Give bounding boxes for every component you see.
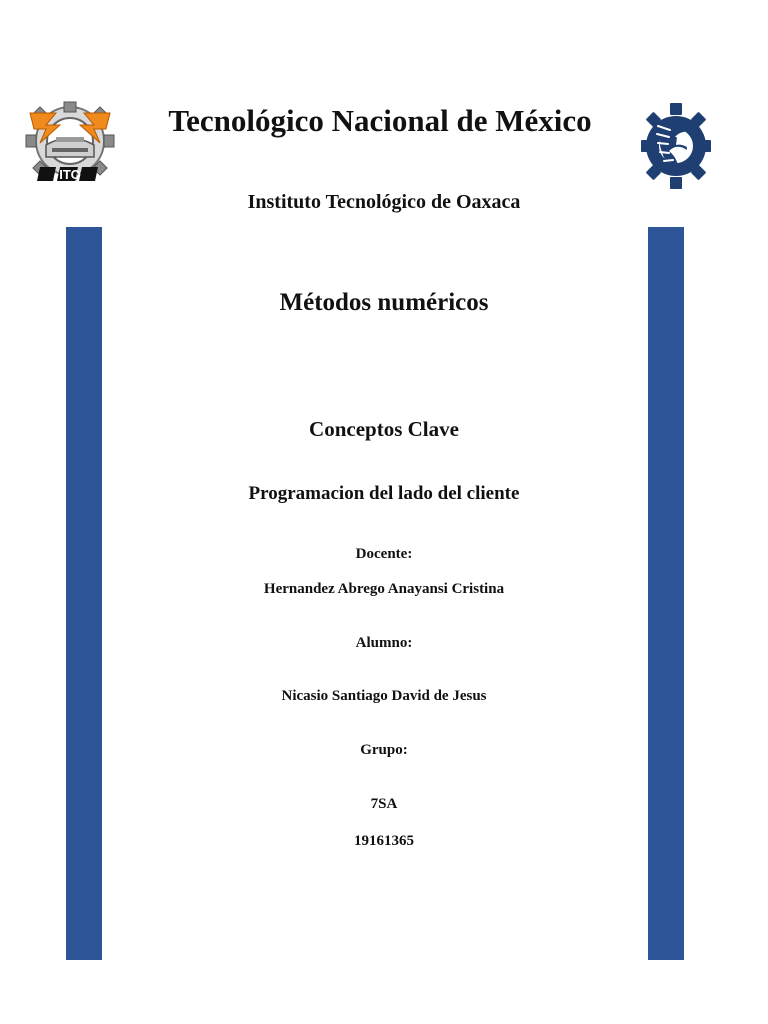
work-type-title: Conceptos Clave — [309, 417, 459, 441]
control-number: 19161365 — [354, 833, 414, 849]
docente-name: Hernandez Abrego Anayansi Cristina — [263, 581, 505, 597]
subject-title: Métodos numéricos — [279, 289, 489, 316]
alumno-label: Alumno: — [355, 635, 413, 651]
alumno-name: Nicasio Santiago David de Jesus — [281, 688, 487, 704]
institution-title: Tecnológico Nacional de México — [168, 103, 592, 138]
ito-logo-text: ITO — [59, 167, 81, 182]
campus-title: Instituto Tecnológico de Oaxaca — [247, 191, 521, 213]
docente-label: Docente: — [355, 546, 413, 562]
ito-building-stripe — [52, 148, 88, 152]
grupo-value: 7SA — [370, 796, 398, 812]
topic-title: Programacion del lado del cliente — [248, 483, 520, 504]
grupo-label: Grupo: — [360, 742, 408, 758]
ito-roof-detail — [56, 137, 84, 142]
